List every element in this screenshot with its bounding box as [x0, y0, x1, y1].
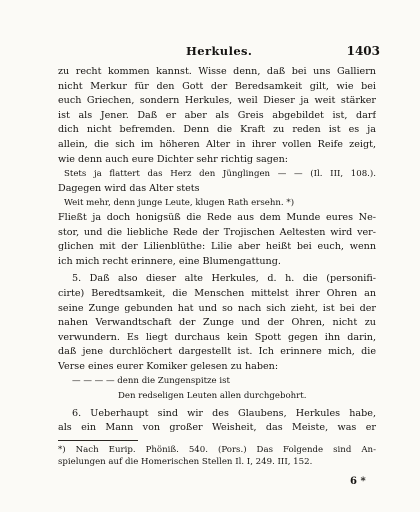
text-line: nicht Merkur für den Gott der Beredsamkeit gilt, wie bei — [58, 80, 376, 92]
footnote — [58, 444, 376, 469]
running-title: Herkules. — [186, 44, 253, 58]
body-text — [58, 65, 376, 469]
text-line: Dagegen wird das Alter stets — [58, 182, 200, 194]
footnote-line: spielungen auf die Homerischen Stellen Il. I, 249. III, 152. — [58, 457, 313, 468]
text-line: daß jene durchlöchert dargestellt ist. Ich erinnere mich, die — [58, 346, 376, 358]
text-line: als ein Mann von großer Weisheit, das Meiste, was er — [58, 422, 376, 434]
page-number: 1403 — [346, 44, 380, 58]
text-line: ist als Jener. Daß er aber als Greis abgebildet ist, darf — [58, 109, 376, 121]
text-line: nahen Verwandtschaft der Zunge und der Ohren, nicht zu — [58, 317, 376, 329]
verse-quote: Den redseligen Leuten allen durchgebohrt. — [118, 391, 307, 402]
text-line: glichen mit der Lilienblüthe: Lilie aber heißt bei euch, wenn — [58, 241, 376, 253]
page-header — [0, 44, 420, 60]
text-line: verwundern. Es liegt durchaus kein Spott gegen ihn darin, — [58, 331, 376, 343]
verse-quote: Weit mehr, denn junge Leute, klugen Rath ersehn. *) — [64, 198, 295, 209]
text-line: zu recht kommen kannst. Wisse denn, daß bei uns Galliern — [58, 66, 376, 77]
text-line: cirte) Beredtsamkeit, die Menschen mittelst ihrer Ohren an — [58, 287, 376, 299]
signature-mark: 6 * — [350, 476, 366, 487]
text-line: dich nicht befremden. Denn die Kraft zu reden ist es ja — [58, 124, 376, 136]
text-line: ich mich recht erinnere, eine Blumengattung. — [58, 255, 281, 267]
text-line: euch Griechen, sondern Herkules, weil Dieser ja weit stärker — [58, 95, 376, 107]
text-line: seine Zunge gebunden hat und so nach sich zieht, ist bei der — [58, 302, 376, 314]
text-line: wie denn auch eure Dichter sehr richtig sagen: — [58, 153, 288, 165]
text-line: stor, und die liebliche Rede der Trojischen Aeltesten wird ver- — [58, 226, 376, 238]
text-line: 5. Daß also dieser alte Herkules, d. h. die (personifi- — [72, 273, 376, 285]
footnote-rule — [58, 440, 138, 441]
verse-quote: — — — — denn die Zungenspitze ist — [72, 376, 230, 387]
text-line: 6. Ueberhaupt sind wir des Glaubens, Herkules habe, — [72, 407, 376, 419]
footnote-line: *) Nach Eurip. Phöniß. 540. (Pors.) Das Folgende sind An- — [58, 444, 376, 455]
text-line: Fließt ja doch honigsüß die Rede aus dem Munde eures Ne- — [58, 211, 376, 223]
text-line: Verse eines eurer Komiker gelesen zu haben: — [58, 360, 279, 372]
text-line: allein, die sich im höheren Alter in ihrer vollen Reife zeigt, — [58, 138, 376, 150]
verse-quote: Stets ja flattert das Herz den Jünglingen — — (Il. III, 108.). — [64, 169, 376, 180]
